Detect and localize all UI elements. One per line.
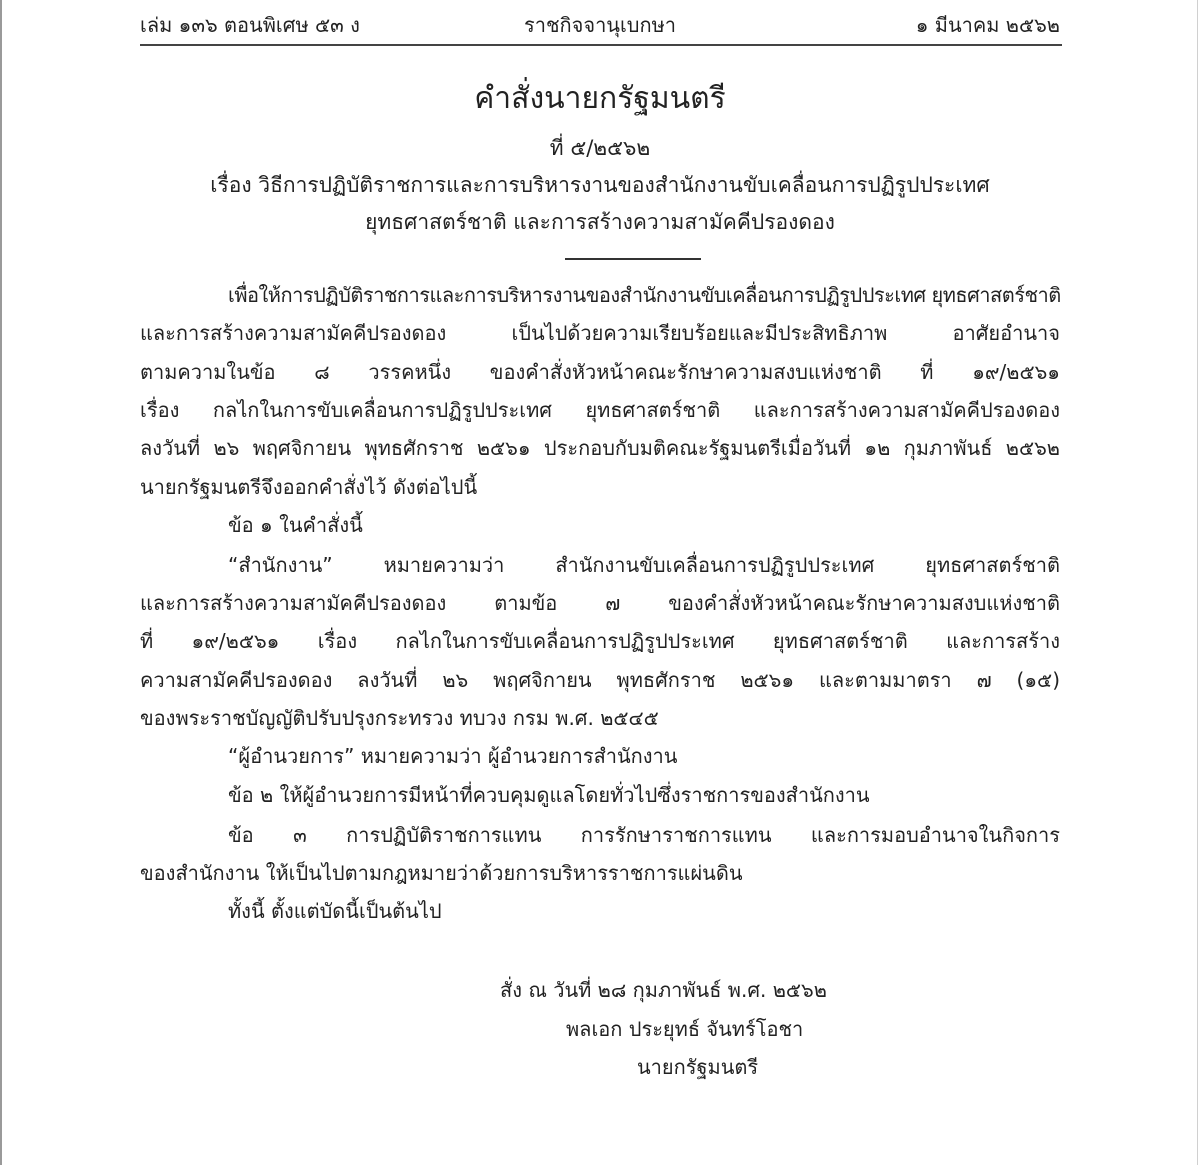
body-line: และการสร้างความสามัคคีปรองดอง เป็นไปด้วยความเรียบร้อยและมีประสิทธิภาพ อาศัยอำนาจ	[140, 321, 1060, 345]
clause-1: ข้อ ๑ ในคำสั่งนี้	[228, 513, 363, 537]
definition-office: “สำนักงาน” หมายความว่า สำนักงานขับเคลื่อนการปฏิรูปประเทศ ยุทธศาสตร์ชาติ	[228, 553, 1060, 577]
body-line: ของพระราชบัญญัติปรับปรุงกระทรวง ทบวง กรม พ.ศ. ๒๕๔๕	[140, 706, 659, 730]
document-title: คำสั่งนายกรัฐมนตรี	[474, 81, 726, 116]
definition-director: “ผู้อำนวยการ” หมายความว่า ผู้อำนวยการสำนักงาน	[228, 744, 678, 768]
body-line: ความสามัคคีปรองดอง ลงวันที่ ๒๖ พฤศจิกายน พุทธศักราช ๒๕๖๑ และตามมาตรา ๗ (๑๕)	[140, 668, 1060, 692]
order-number: ที่ ๕/๒๕๖๒	[549, 136, 651, 160]
signatory-name: พลเอก ประยุทธ์ จันทร์โอชา	[566, 1017, 804, 1041]
volume-info: เล่ม ๑๓๖ ตอนพิเศษ ๕๓ ง	[140, 13, 360, 37]
clause-3: ข้อ ๓ การปฏิบัติราชการแทน การรักษาราชการแทน และการมอบอำนาจในกิจการ	[228, 823, 1060, 847]
clause-2: ข้อ ๒ ให้ผู้อำนวยการมีหน้าที่ควบคุมดูแลโดยทั่วไปซึ่งราชการของสำนักงาน	[228, 783, 870, 807]
body-line: ตามความในข้อ ๘ วรรคหนึ่ง ของคำสั่งหัวหน้าคณะรักษาความสงบแห่งชาติ ที่ ๑๙/๒๕๖๑	[140, 360, 1060, 384]
header-divider	[140, 44, 1062, 46]
body-line: และการสร้างความสามัคคีปรองดอง ตามข้อ ๗ ของคำสั่งหัวหน้าคณะรักษาความสงบแห่งชาติ	[140, 591, 1060, 615]
signatory-position: นายกรัฐมนตรี	[637, 1055, 759, 1079]
title-divider	[565, 258, 701, 260]
effective-clause: ทั้งนี้ ตั้งแต่บัดนี้เป็นต้นไป	[228, 899, 442, 923]
publication-date: ๑ มีนาคม ๒๕๖๒	[915, 13, 1060, 37]
publication-name: ราชกิจจานุเบกษา	[523, 13, 677, 37]
body-line: ลงวันที่ ๒๖ พฤศจิกายน พุทธศักราช ๒๕๖๑ ประกอบกับมติคณะรัฐมนตรีเมื่อวันที่ ๑๒ กุมภาพันธ์ ๒๕๖๒	[140, 436, 1060, 460]
body-line: นายกรัฐมนตรีจึงออกคำสั่งไว้ ดังต่อไปนี้	[140, 475, 478, 499]
subject-line-1: เรื่อง วิธีการปฏิบัติราชการและการบริหารงานของสำนักงานขับเคลื่อนการปฏิรูปประเทศ	[210, 173, 990, 197]
body-line: ที่ ๑๙/๒๕๖๑ เรื่อง กลไกในการขับเคลื่อนการปฏิรูปประเทศ ยุทธศาสตร์ชาติ และการสร้าง	[140, 629, 1060, 653]
subject-line-2: ยุทธศาสตร์ชาติ และการสร้างความสามัคคีปรองดอง	[365, 210, 835, 234]
body-line: เพื่อให้การปฏิบัติราชการและการบริหารงานของสำนักงานขับเคลื่อนการปฏิรูปประเทศ ยุทธศาสตร์ชาติ	[228, 283, 1061, 307]
body-line: เรื่อง กลไกในการขับเคลื่อนการปฏิรูปประเทศ ยุทธศาสตร์ชาติ และการสร้างความสามัคคีปรองดอง	[140, 398, 1060, 422]
body-line: ของสำนักงาน ให้เป็นไปตามกฎหมายว่าด้วยการบริหารราชการแผ่นดิน	[140, 861, 743, 885]
signing-date: สั่ง ณ วันที่ ๒๘ กุมภาพันธ์ พ.ศ. ๒๕๖๒	[500, 978, 827, 1002]
